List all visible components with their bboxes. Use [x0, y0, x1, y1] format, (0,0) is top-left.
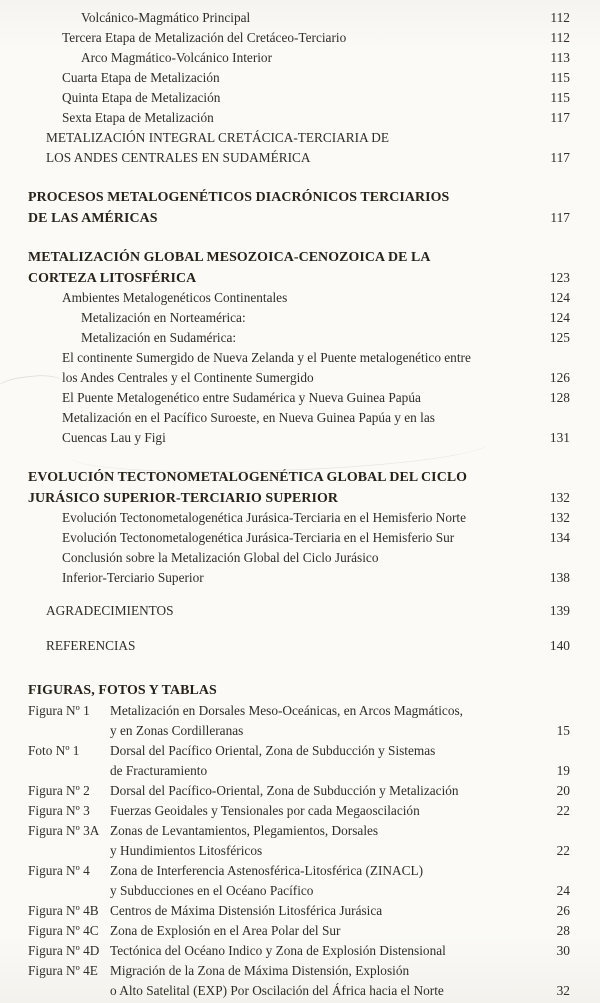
page-number: 22 [556, 803, 570, 818]
page-number: 24 [556, 883, 570, 898]
page-number: 19 [556, 763, 570, 778]
page-number: 132 [549, 510, 570, 525]
toc-entry-text: Conclusión sobre la Metalización Global del Ciclo Jurásico [62, 550, 379, 565]
toc-entry-text: Volcánico-Magmático Principal [81, 10, 251, 25]
toc-entry [0, 388, 600, 408]
figure-entry [0, 801, 600, 821]
page-number: 124 [549, 310, 570, 325]
toc-entry [0, 128, 600, 148]
toc-entry [0, 308, 600, 328]
figure-title: Zonas de Levantamientos, Plegamientos, Dorsales [110, 823, 379, 838]
figure-title: Fuerzas Geoidales y Tensionales por cada Megaoscilación [110, 803, 420, 818]
figure-title: Zona de Interferencia Astenosférica-Litosférica (ZINACL) [110, 863, 424, 878]
figure-label: Figura Nº 4D [28, 943, 100, 958]
toc-entry [0, 428, 600, 448]
figure-label: Figura Nº 3 [28, 803, 90, 818]
page-number: 139 [549, 603, 570, 618]
figure-title: y Subducciones en el Océano Pacífico [110, 883, 314, 898]
figure-title: Dorsal del Pacífico-Oriental, Zona de Subducción y Metalización [110, 783, 459, 798]
toc-entry-text: Ambientes Metalogenéticos Continentales [62, 290, 288, 305]
figure-entry [0, 701, 600, 721]
toc-entry-text: El continente Sumergido de Nueva Zelanda y el Puente metalogenético entre [62, 350, 471, 365]
toc-entry-text: Sexta Etapa de Metalización [62, 110, 214, 125]
toc-entry [0, 268, 600, 288]
toc-entry-text: DE LAS AMÉRICAS [28, 211, 158, 226]
toc-section [0, 8, 600, 168]
toc-entry [0, 28, 600, 48]
toc-entry-text: Evolución Tectonometalogenética Jurásica-Terciaria en el Hemisferio Norte [62, 510, 467, 525]
toc-section [0, 188, 600, 228]
page-number: 117 [550, 110, 570, 125]
page-number: 113 [550, 50, 570, 65]
figure-entry [0, 821, 600, 841]
toc-entry [0, 8, 600, 28]
page-number: 134 [549, 530, 570, 545]
figure-label: Figura Nº 4E [28, 963, 98, 978]
page-number: 123 [549, 270, 570, 285]
figure-label: Figura Nº 1 [28, 703, 90, 718]
figure-entry [0, 941, 600, 961]
figure-entry [0, 781, 600, 801]
page-number: 28 [556, 923, 570, 938]
toc-entry-text: Cuarta Etapa de Metalización [62, 70, 220, 85]
toc-entry-text: LOS ANDES CENTRALES EN SUDAMÉRICA [46, 150, 311, 165]
figure-title: y en Zonas Cordilleranas [110, 723, 244, 738]
toc-entry [0, 288, 600, 308]
page-number: 115 [550, 70, 570, 85]
toc-section [0, 601, 600, 621]
page-number: 117 [550, 210, 570, 225]
toc-entry-text: CORTEZA LITOSFÉRICA [28, 271, 197, 286]
figure-title: Zona de Explosión en el Area Polar del Sur [110, 923, 341, 938]
page-number: 140 [549, 638, 570, 653]
figure-label: Figura Nº 3A [28, 823, 100, 838]
toc-entry [0, 568, 600, 588]
page-number: 32 [556, 983, 570, 998]
page-number: 30 [556, 943, 570, 958]
toc-entry-text: Tercera Etapa de Metalización del Cretáceo-Terciario [62, 30, 347, 45]
toc-entry [0, 328, 600, 348]
toc-entry-text: Arco Magmático-Volcánico Interior [81, 50, 273, 65]
page-number: 132 [549, 490, 570, 505]
page-number: 138 [549, 570, 570, 585]
page-number: 131 [549, 430, 570, 445]
toc-entry [0, 528, 600, 548]
toc-entry [0, 88, 600, 108]
toc-entry-text: PROCESOS METALOGENÉTICOS DIACRÓNICOS TERCIARIOS [28, 190, 450, 205]
figure-entry [0, 761, 600, 781]
figure-label: Figura Nº 4B [28, 903, 99, 918]
page-number: 26 [556, 903, 570, 918]
toc-entry-text: METALIZACIÓN INTEGRAL CRETÁCICA-TERCIARIA DE [46, 130, 390, 145]
toc-section [0, 248, 600, 448]
toc-entry [0, 408, 600, 428]
figure-entry [0, 841, 600, 861]
toc-entry-text: Evolución Tectonometalogenética Jurásica-Terciaria en el Hemisferio Sur [62, 530, 455, 545]
toc-entry [0, 368, 600, 388]
toc-entry [0, 488, 600, 508]
toc-entry [0, 248, 600, 268]
figure-entry [0, 881, 600, 901]
page-number: 124 [549, 290, 570, 305]
figure-title: de Fracturamiento [110, 763, 208, 778]
toc-entry [0, 188, 600, 208]
toc-entry [0, 468, 600, 488]
figure-entry [0, 961, 600, 981]
toc-entry-text: METALIZACIÓN GLOBAL MESOZOICA-CENOZOICA DE LA [28, 250, 431, 265]
toc-entry-text: Inferior-Terciario Superior [62, 570, 204, 585]
toc-section [0, 468, 600, 588]
toc-entry [0, 208, 600, 228]
page-number: 128 [549, 390, 570, 405]
toc-content [0, 8, 600, 1001]
page-number: 126 [549, 370, 570, 385]
page-number: 22 [556, 843, 570, 858]
toc-entry [0, 508, 600, 528]
toc-entry [0, 601, 600, 621]
page-number: 112 [550, 30, 570, 45]
toc-entry [0, 68, 600, 88]
toc-entry-text: los Andes Centrales y el Continente Sumergido [62, 370, 314, 385]
toc-entry [0, 348, 600, 368]
figure-title: Migración de la Zona de Máxima Distensión, Explosión [110, 963, 410, 978]
toc-entry-text: EVOLUCIÓN TECTONOMETALOGENÉTICA GLOBAL DEL CICLO [28, 470, 468, 485]
figure-label: Figura Nº 2 [28, 783, 90, 798]
toc-entry-text: Metalización en el Pacífico Suroeste, en Nueva Guinea Papúa y en las [62, 410, 435, 425]
toc-entry-text: Metalización en Sudamérica: [81, 330, 237, 345]
figure-label: Figura Nº 4C [28, 923, 99, 938]
figures-heading-row [0, 681, 600, 701]
figure-entry [0, 901, 600, 921]
figures-section [0, 681, 600, 1001]
figure-entry [0, 861, 600, 881]
page-number: 115 [550, 90, 570, 105]
toc-entry [0, 636, 600, 656]
figure-title: Metalización en Dorsales Meso-Oceánicas, en Arcos Magmáticos, [110, 703, 463, 718]
toc-entry [0, 108, 600, 128]
toc-entry-text: Cuencas Lau y Figi [62, 430, 166, 445]
figure-title: Centros de Máxima Distensión Litosférica Jurásica [110, 903, 383, 918]
toc-entry-text: El Puente Metalogenético entre Sudamérica y Nueva Guinea Papúa [62, 390, 421, 405]
figure-title: y Hundimientos Litosféricos [110, 843, 263, 858]
figure-title: Dorsal del Pacífico Oriental, Zona de Subducción y Sistemas [110, 743, 436, 758]
figure-title: Tectónica del Océano Indico y Zona de Explosión Distensional [110, 943, 446, 958]
page-number: 112 [550, 10, 570, 25]
toc-section [0, 636, 600, 656]
figure-entry [0, 981, 600, 1001]
figure-label: Foto Nº 1 [28, 743, 80, 758]
figure-entry [0, 921, 600, 941]
page-number: 15 [556, 723, 570, 738]
page-number: 125 [549, 330, 570, 345]
page-number: 20 [556, 783, 570, 798]
toc-entry [0, 548, 600, 568]
figure-title: o Alto Satelital (EXP) Por Oscilación del África hacia el Norte [110, 983, 444, 998]
toc-entry [0, 48, 600, 68]
toc-entry-text: JURÁSICO SUPERIOR-TERCIARIO SUPERIOR [28, 491, 339, 506]
toc-entry-text: Quinta Etapa de Metalización [62, 90, 221, 105]
toc-entry-text: REFERENCIAS [46, 638, 136, 653]
toc-entry-text: Metalización en Norteamérica: [81, 310, 246, 325]
figure-label: Figura Nº 4 [28, 863, 90, 878]
figures-heading: FIGURAS, FOTOS Y TABLAS [28, 683, 217, 698]
toc-entry [0, 148, 600, 168]
figure-entry [0, 741, 600, 761]
figure-entry [0, 721, 600, 741]
page-number: 117 [550, 150, 570, 165]
toc-entry-text: AGRADECIMIENTOS [46, 603, 174, 618]
